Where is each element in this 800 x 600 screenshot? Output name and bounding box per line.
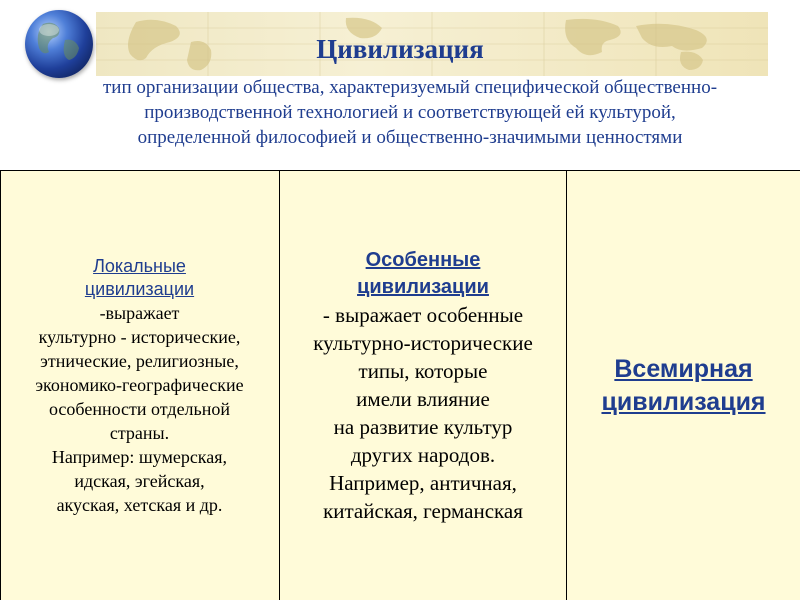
world-civilization-cell bbox=[567, 171, 800, 600]
world-civilization-heading: цивилизация bbox=[601, 387, 766, 416]
local-civilizations-text: этнические, религиозные, bbox=[40, 350, 239, 371]
local-civilizations-text: культурно - исторические, bbox=[38, 326, 241, 347]
definition-text bbox=[20, 75, 800, 150]
local-civilizations-text: -выражает bbox=[99, 302, 180, 323]
special-civilizations-text: Например, античная, bbox=[329, 470, 517, 495]
civilization-types-table bbox=[0, 170, 800, 600]
world-civilization-heading: Всемирная bbox=[614, 354, 753, 383]
special-civilizations-text: китайская, германская bbox=[323, 498, 523, 523]
local-civilizations-text: особенности отдельной bbox=[48, 398, 231, 419]
globe-icon bbox=[25, 10, 93, 78]
special-civilizations-text: - выражает особенные bbox=[322, 302, 524, 327]
special-civilizations-text: культурно-исторические bbox=[313, 330, 533, 355]
special-civilizations-text: других народов. bbox=[350, 442, 496, 467]
local-civilizations-text: экономико-географические bbox=[35, 374, 244, 395]
local-civilizations-text: акуская, хетская и др. bbox=[56, 494, 223, 515]
definition-line: определенной философией и общественно-значимыми ценностями bbox=[137, 127, 683, 148]
special-civilizations-heading: Особенные bbox=[365, 248, 481, 271]
special-civilizations-text: имели влияние bbox=[356, 386, 490, 411]
local-civilizations-text: идская, эгейская, bbox=[74, 470, 205, 491]
page-title: Цивилизация bbox=[316, 34, 484, 64]
local-civilizations-text: страны. bbox=[109, 422, 170, 443]
local-civilizations-cell bbox=[0, 171, 280, 600]
definition-line: тип организации общества, характеризуемый специфической общественно- bbox=[102, 77, 718, 98]
special-civilizations-cell bbox=[280, 171, 567, 600]
definition-line: производственной технологией и соответствующей ей культурой, bbox=[144, 102, 676, 123]
special-civilizations-text: на развитие культур bbox=[333, 414, 513, 439]
table-left-border bbox=[0, 170, 1, 600]
special-civilizations-heading: цивилизации bbox=[357, 275, 489, 298]
local-civilizations-heading: цивилизации bbox=[84, 278, 195, 299]
special-civilizations-text: типы, которые bbox=[358, 358, 488, 383]
local-civilizations-heading: Локальные bbox=[93, 255, 186, 276]
local-civilizations-text: Например: шумерская, bbox=[51, 446, 228, 467]
